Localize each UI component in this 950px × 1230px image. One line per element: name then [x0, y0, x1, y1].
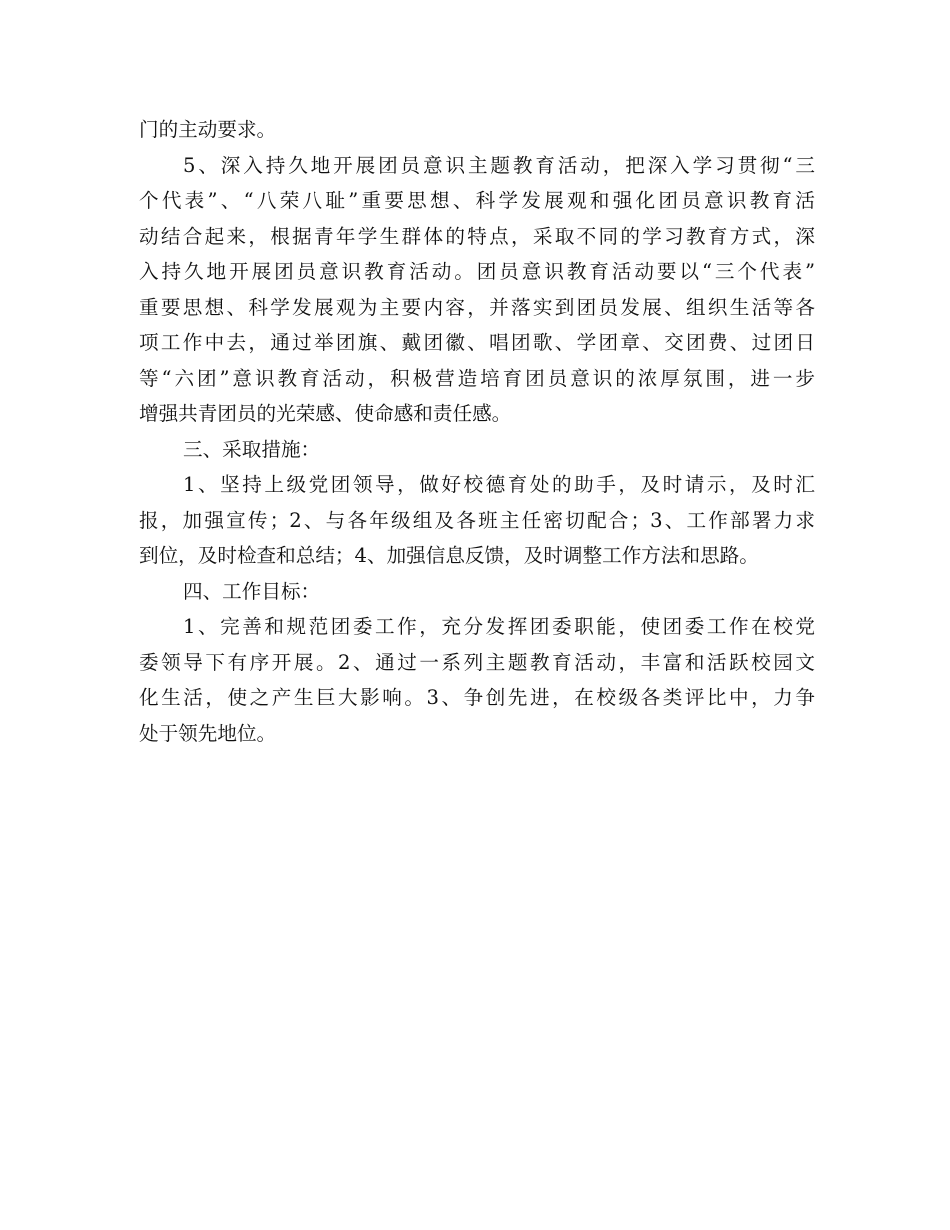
paragraph-line: 重要思想、科学发展观为主要内容，并落实到团员发展、组织生活等各	[139, 295, 815, 319]
paragraph-line: 增强共青团员的光荣感、使命感和责任感。	[139, 402, 512, 425]
paragraph-line: 委领导下有序开展。2、通过一系列主题教育活动，丰富和活跃校园文	[139, 650, 815, 674]
paragraph-line: 1、完善和规范团委工作，充分发挥团委职能，使团委工作在校党	[183, 615, 815, 638]
paragraph-line: 化生活，使之产生巨大影响。3、争创先进，在校级各类评比中，力争	[139, 686, 815, 709]
paragraph-line: 入持久地开展团员意识教育活动。团员意识教育活动要以“三个代表”	[139, 260, 815, 283]
paragraph-line: 项工作中去，通过举团旗、戴团徽、唱团歌、学团章、交团费、过团日	[139, 331, 815, 354]
paragraph-line: 动结合起来，根据青年学生群体的特点，采取不同的学习教育方式，深	[139, 224, 815, 248]
paragraph-line: 到位，及时检查和总结；4、加强信息反馈，及时调整工作方法和思路。	[139, 544, 759, 567]
paragraph-line: 报，加强宣传；2、与各年级组及各班主任密切配合；3、工作部署力求	[139, 508, 815, 532]
section-heading: 四、工作目标：	[183, 579, 321, 603]
paragraph-line: 门的主动要求。	[139, 118, 277, 141]
paragraph-line: 处于领先地位。	[139, 721, 277, 745]
paragraph-line: 1、坚持上级党团领导，做好校德育处的助手，及时请示，及时汇	[183, 473, 815, 496]
paragraph-line: 5、深入持久地开展团员意识主题教育活动，把深入学习贯彻“三	[183, 153, 815, 177]
paragraph-line: 等“六团”意识教育活动，积极营造培育团员意识的浓厚氛围，进一步	[139, 366, 815, 390]
paragraph-line: 个代表”、“八荣八耻”重要思想、科学发展观和强化团员意识教育活	[139, 189, 815, 212]
section-heading: 三、采取措施：	[183, 437, 321, 461]
document-body	[139, 112, 815, 751]
